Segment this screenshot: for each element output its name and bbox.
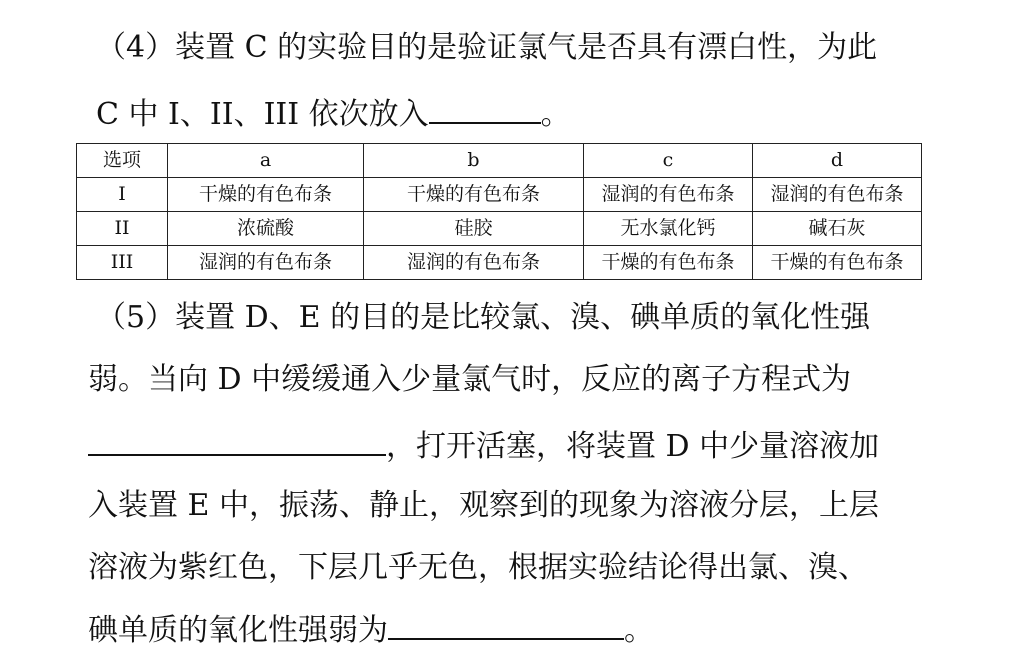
row-label: II (77, 212, 168, 246)
table-row (77, 212, 922, 246)
q5-line-3 (88, 424, 879, 467)
header-cell-option: 选项 (77, 144, 168, 178)
table-cell: 浓硫酸 (168, 212, 364, 246)
q5-line-6-text: 碘单质的氧化性强弱为 (88, 613, 388, 648)
q5-line-2: 弱。当向 D 中缓缓通入少量氯气时，反应的离子方程式为 (88, 362, 852, 397)
q5-line-6 (88, 608, 654, 651)
header-cell-a: a (168, 144, 364, 178)
table-cell: 碱石灰 (753, 212, 922, 246)
q4-line-2-text: C 中 I、II、III 依次放入 (96, 97, 429, 132)
q4-line-2 (96, 92, 571, 135)
table-cell: 无水氯化钙 (584, 212, 753, 246)
table-row (77, 246, 922, 280)
q4-line-1: （4）装置 C 的实验目的是验证氯气是否具有漂白性，为此 (96, 30, 878, 65)
row-label: III (77, 246, 168, 280)
q5-line-4: 入装置 E 中，振荡、静止，观察到的现象为溶液分层，上层 (88, 488, 879, 523)
table-row (77, 178, 922, 212)
answer-blank-equation[interactable] (88, 424, 386, 456)
q5-line-6-end: 。 (624, 613, 654, 648)
table-cell: 湿润的有色布条 (364, 246, 584, 280)
table-header-row (77, 144, 922, 178)
header-cell-d: d (753, 144, 922, 178)
table-cell: 湿润的有色布条 (584, 178, 753, 212)
q5-line-3-text: ，打开活塞，将装置 D 中少量溶液加 (386, 429, 880, 464)
answer-blank-order[interactable] (388, 608, 624, 640)
q4-line-2-end: 。 (540, 97, 571, 132)
table-cell: 干燥的有色布条 (584, 246, 753, 280)
options-table (76, 143, 922, 280)
header-cell-b: b (364, 144, 584, 178)
table-cell: 干燥的有色布条 (168, 178, 364, 212)
row-label: I (77, 178, 168, 212)
table-cell: 干燥的有色布条 (753, 246, 922, 280)
answer-blank-q4[interactable] (429, 92, 541, 124)
q5-line-1: （5）装置 D、E 的目的是比较氯、溴、碘单质的氧化性强 (96, 300, 871, 335)
table-cell: 湿润的有色布条 (168, 246, 364, 280)
q5-line-5: 溶液为紫红色，下层几乎无色，根据实验结论得出氯、溴、 (88, 550, 868, 585)
table-cell: 硅胶 (364, 212, 584, 246)
header-cell-c: c (584, 144, 753, 178)
table-cell: 湿润的有色布条 (753, 178, 922, 212)
table-cell: 干燥的有色布条 (364, 178, 584, 212)
